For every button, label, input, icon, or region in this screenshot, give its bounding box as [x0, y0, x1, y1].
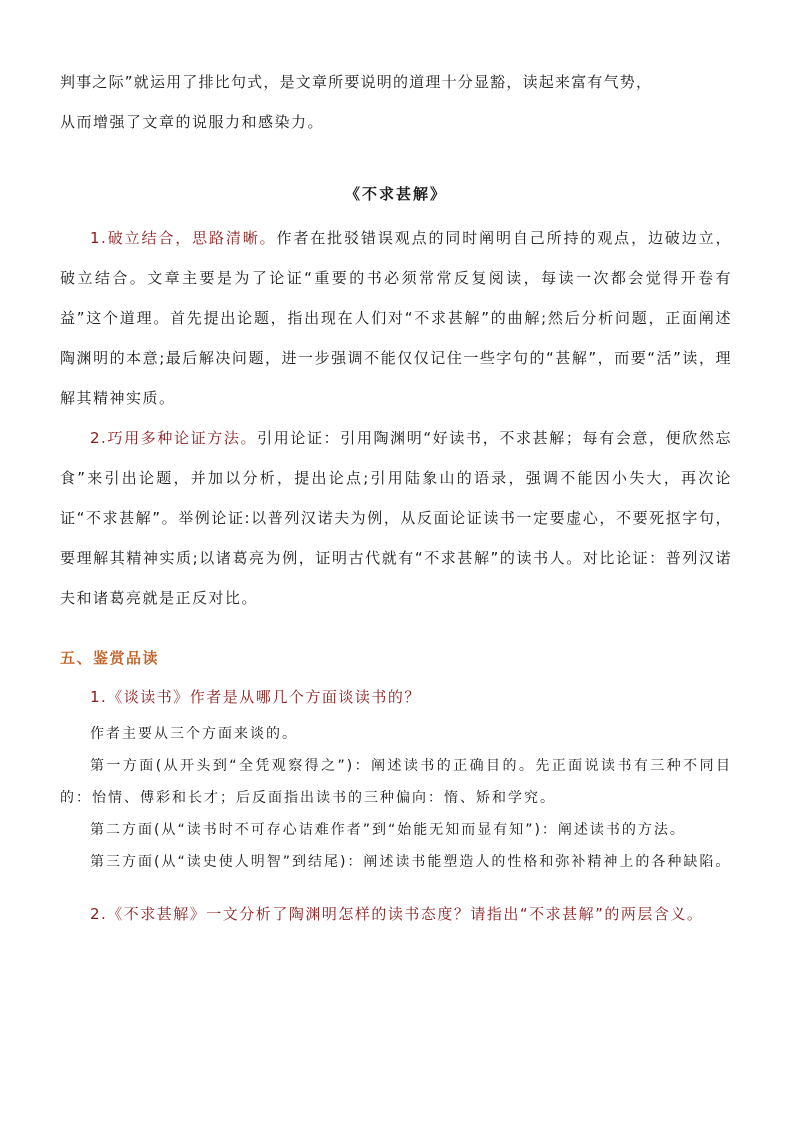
spacer: [60, 878, 732, 894]
point-1-label: 1.破立结合，思路清晰。: [90, 229, 277, 247]
question-1: 1.《谈读书》作者是从哪几个方面谈读书的？: [90, 688, 421, 706]
intro-line-1: 判事之际”就运用了排比句式，是文章所要说明的道理十分显豁，读起来富有气势，: [60, 73, 653, 91]
spacer: [60, 618, 732, 640]
section-5-heading: 五、鉴赏品读: [60, 649, 160, 667]
document-page: [60, 62, 732, 934]
answer-1-part-2: 第二方面(从“读书时不可存心诘难作者”到“始能无知而显有知”)：阐述读书的方法。: [90, 822, 686, 838]
point-2-paragraph: [60, 418, 732, 618]
answer-1-summary: 作者主要从三个方面来谈的。: [90, 726, 298, 742]
question-2: 2.《不求甚解》一文分析了陶渊明怎样的读书态度？请指出“不求甚解”的两层含义。: [90, 905, 704, 923]
answer-1-part-1: 第一方面(从开头到“全凭观察得之”)：阐述读书的正确目的。先正面说读书有三种不同目的：怡情、傅彩和长才；后反面指出读书的三种偏向：惰、矫和学究。: [60, 758, 732, 806]
spacer: [60, 142, 732, 174]
point-2-label: 2.巧用多种论证方法。: [90, 429, 258, 447]
point-1-body: 作者在批驳错误观点的同时阐明自己所持的观点，边破边立，破立结合。文章主要是为了论证“重要的书必须常常反复阅读，每读一次都会觉得开卷有益”这个道理。首先提出论题，指出现在人们对“不求甚解”的曲解;然后分析问题，正面阐述陶渊明的本意;最后解决问题，进一步强调不能仅仅记住一些字句的“甚解”，而要“活”读，理解其精神实质。: [60, 229, 732, 407]
point-1-paragraph: [60, 218, 732, 418]
point-2-body: 引用论证：引用陶渊明“好读书，不求甚解；每有会意，便欣然忘食”来引出论题，并加以分析，提出论点;引用陆象山的语录，强调不能因小失大，再次论证“不求甚解”。举例论证:以普列汉诺夫为例，从反面论证读书一定要虚心，不要死抠字句，要理解其精神实质;以诸葛亮为例，证明古代就有“不求甚解”的读书人。对比论证：普列汉诺夫和诸葛亮就是正反对比。: [60, 429, 732, 607]
answer-1-part-3: 第三方面(从“读史使人明智”到结尾)：阐述读书能塑造人的性格和弥补精神上的各种缺陷。: [90, 854, 732, 870]
article-title: 《不求甚解》: [344, 185, 447, 203]
intro-line-2: 从而增强了文章的说服力和感染力。: [60, 113, 325, 131]
